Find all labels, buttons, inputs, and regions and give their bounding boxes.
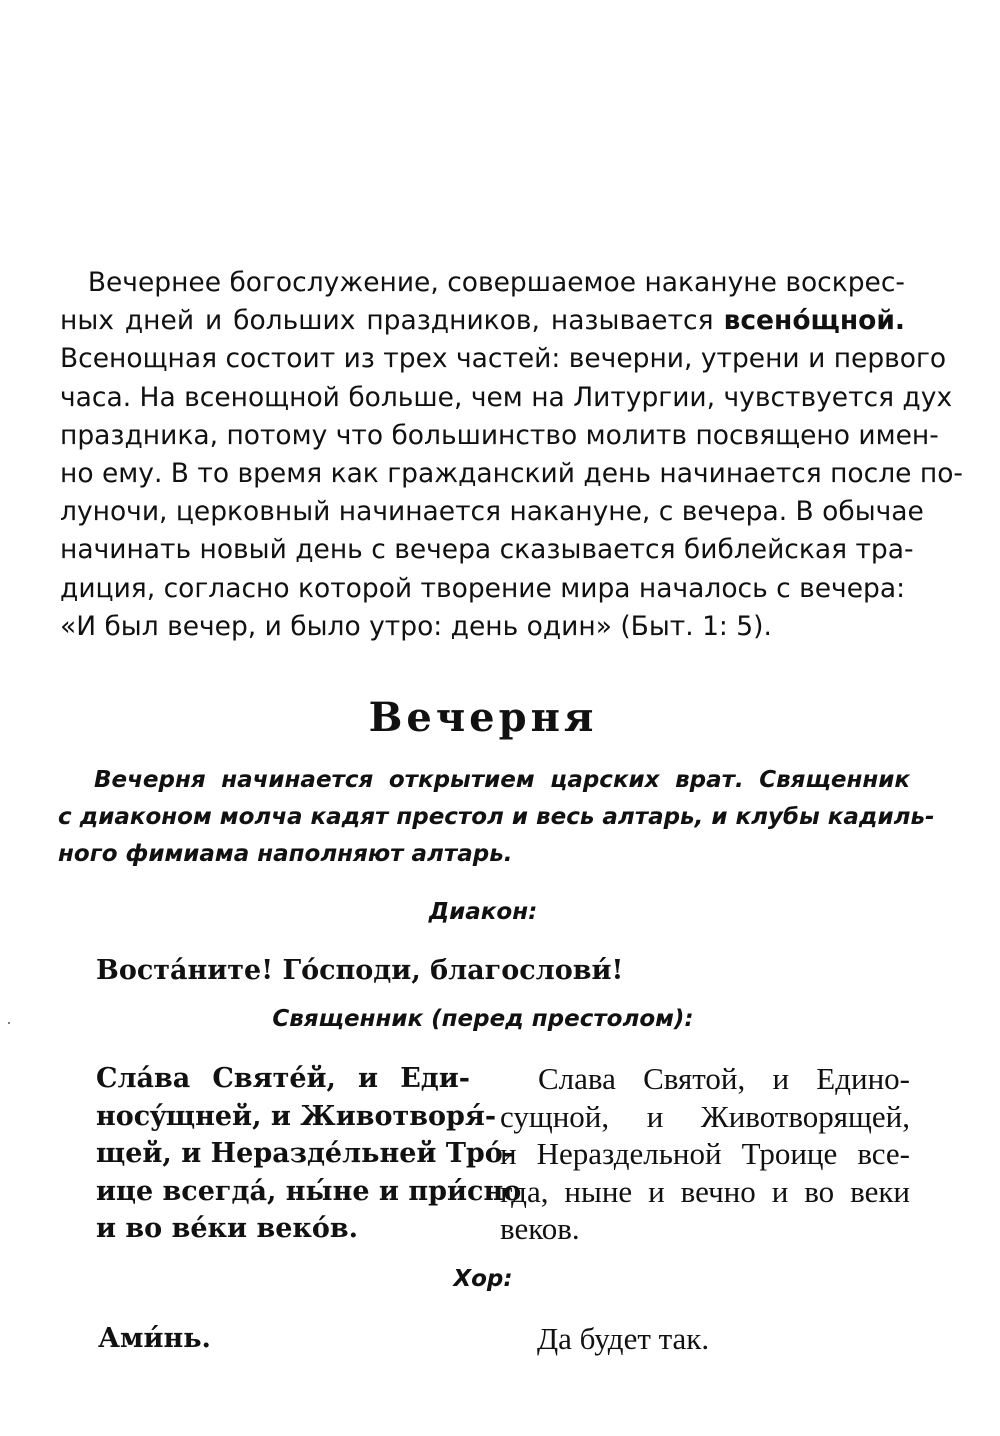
intro-line: часа. На всенощной больше, чем на Литургии, чувствуется дух — [60, 381, 953, 413]
slavonic-line: носýщней, и Животворя́- — [96, 1100, 497, 1132]
rubric-line: ного фимиама наполняют алтарь. — [58, 841, 513, 867]
rubric-line: Вечерня начинается открытием царских врат. Священник — [94, 767, 910, 793]
intro-line: диция, согласно которой творение мира началось с вечера: — [60, 572, 906, 604]
slavonic-line: ице всегдá, ны́не и при́сно — [96, 1175, 522, 1207]
slavonic-line: Слáва Святéй, и Еди- — [96, 1063, 470, 1094]
choir-slavonic-text: Ами́нь. — [98, 1323, 211, 1354]
slavonic-line: щей, и Нераздéльней Трó- — [96, 1138, 515, 1169]
intro-paragraph — [60, 264, 963, 646]
slavonic-line: и во вéки векóв. — [96, 1213, 359, 1244]
intro-line: праздника, потому что большинство молитв посвящено имен- — [60, 419, 939, 451]
section-title: Вечерня — [368, 694, 598, 741]
intro-line: «И был вечер, и было утро: день один» (Быт. 1: 5). — [60, 610, 772, 642]
intro-line: начинать новый день с вечера сказывается библейская тра- — [60, 534, 914, 566]
choir-label: Хор: — [453, 1266, 513, 1292]
bold-term: всенóщной. — [723, 305, 905, 337]
russian-line: веков. — [500, 1211, 580, 1246]
intro-line: ных дней и больших праздников, называется всенóщной. — [60, 302, 905, 340]
russian-line: сущной, и Животворящей, — [500, 1098, 910, 1134]
priest-russian-text — [500, 1060, 910, 1248]
russian-line: Слава Святой, и Едино- — [538, 1061, 910, 1096]
choir-russian-text: Да будет так. — [537, 1321, 710, 1356]
rubric-paragraph — [58, 762, 935, 873]
rubric-line: с диаконом молча кадят престол и весь алтарь, и клубы кадиль- — [58, 804, 935, 830]
russian-line: и Нераздельной Троице все- — [500, 1136, 910, 1171]
deacon-label: Диакон: — [428, 899, 538, 925]
intro-line: луночи, церковный начинается накануне, с вечера. В обычае — [60, 496, 924, 528]
intro-line: Вечернее богослужение, совершаемое накануне воскрес- — [87, 267, 905, 298]
intro-line: Всенощная состоит из трех частей: вечерни, утрени и первого — [60, 343, 947, 375]
russian-line: гда, ныне и вечно и во веки — [500, 1173, 910, 1209]
scan-speck — [8, 1022, 10, 1024]
deacon-exclamation: Востáните! Гóсподи, благослови́! — [96, 955, 624, 986]
priest-slavonic-text — [96, 1060, 522, 1248]
priest-label: Священник (перед престолом): — [272, 1006, 694, 1032]
intro-line: но ему. В то время как гражданский день начинается после по- — [60, 458, 963, 490]
